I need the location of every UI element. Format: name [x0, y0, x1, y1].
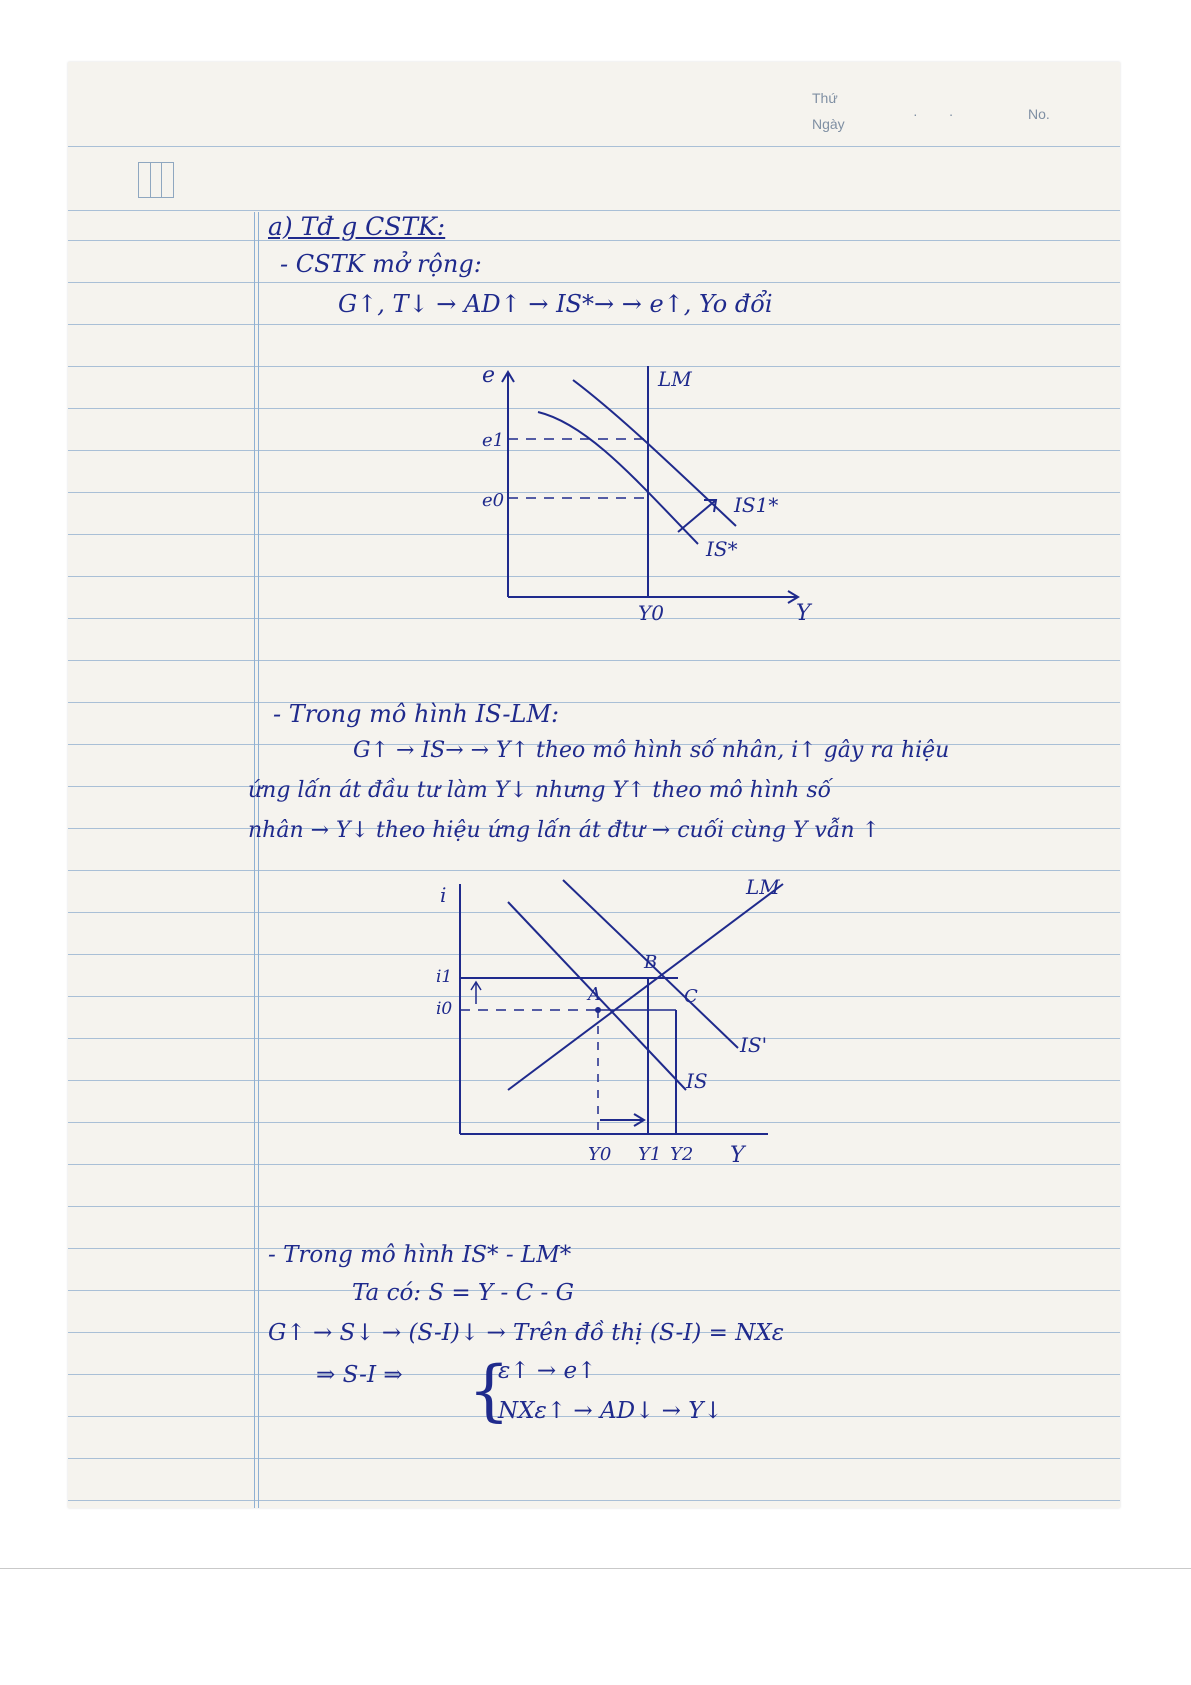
chart2-is-prime-label: IS': [740, 1033, 768, 1057]
chart1-y0-label: Y0: [638, 601, 664, 622]
chart1-e1-label: e1: [482, 430, 505, 451]
chart2-i0-label: i0: [436, 999, 453, 1019]
expansion-label: - CSTK mở rộng:: [280, 250, 482, 278]
page-bottom-divider: [0, 1568, 1191, 1569]
chart1-y-axis-label: e: [482, 363, 496, 388]
islm-star-result-lead: ⇒ S-I ⇒: [316, 1362, 403, 1388]
islm-line-3: nhân → Y↓ theo hiệu ứng lấn át đtư → cuối cùng Y vẫn ↑: [248, 818, 880, 843]
islm-star-result-a: ε↑ → e↑: [498, 1358, 597, 1384]
chart2-y-axis-label: i: [440, 883, 447, 907]
chart2-x-axis-label: Y: [730, 1143, 745, 1168]
header-ngay-label: Ngày: [812, 116, 845, 132]
islm-star-result-b: NXε↑ → AD↓ → Y↓: [498, 1398, 723, 1424]
notebook-page: [68, 62, 1120, 1508]
chart1-is-label: IS*: [706, 537, 738, 561]
islm-line-2: ứng lấn át đầu tư làm Y↓ nhưng Y↑ theo mô hình số: [248, 778, 832, 803]
islm-star-chain: G↑ → S↓ → (S-I)↓ → Trên đồ thị (S-I) = NXε: [268, 1320, 785, 1346]
chart1-lm-label: LM: [658, 367, 692, 391]
section-a-heading: a) Tđ g CSTK:: [268, 212, 446, 241]
chart2-is-label: IS: [686, 1069, 708, 1093]
chart1-x-axis-label: Y: [796, 601, 811, 622]
chart2-y2-label: Y2: [670, 1144, 694, 1165]
islm-star-heading: - Trong mô hình IS* - LM*: [268, 1242, 572, 1268]
islm-heading: - Trong mô hình IS-LM:: [273, 700, 560, 728]
chart2-point-a: A: [588, 984, 601, 1005]
chart1-is1-label: IS1*: [734, 493, 779, 517]
chart2-i1-label: i1: [436, 967, 453, 987]
chart1-e0-label: e0: [482, 490, 505, 511]
chart2-lm-label: LM: [746, 875, 780, 899]
chart2-y0-label: Y0: [588, 1144, 612, 1165]
islm-line-1: G↑ → IS→ → Y↑ theo mô hình số nhân, i↑ gây ra hiệu: [353, 738, 950, 763]
header-thu-label: Thứ: [812, 90, 838, 106]
islm-star-identity: Ta có: S = Y - C - G: [352, 1280, 574, 1306]
result-brace: {: [468, 1352, 510, 1429]
chart2-y1-label: Y1: [638, 1144, 662, 1165]
chart-is-star-lm-star: [468, 362, 828, 622]
header-date-dots: · ·: [913, 106, 954, 122]
chart-is-lm: [428, 872, 828, 1172]
title-boxes: [138, 162, 174, 198]
chart2-point-b: B: [644, 952, 658, 973]
expansion-chain: G↑, T↓ → AD↑ → IS*→ → e↑, Yo đổi: [338, 290, 773, 318]
chart2-point-c: C: [684, 986, 698, 1007]
header-no-label: No.: [1028, 106, 1050, 122]
